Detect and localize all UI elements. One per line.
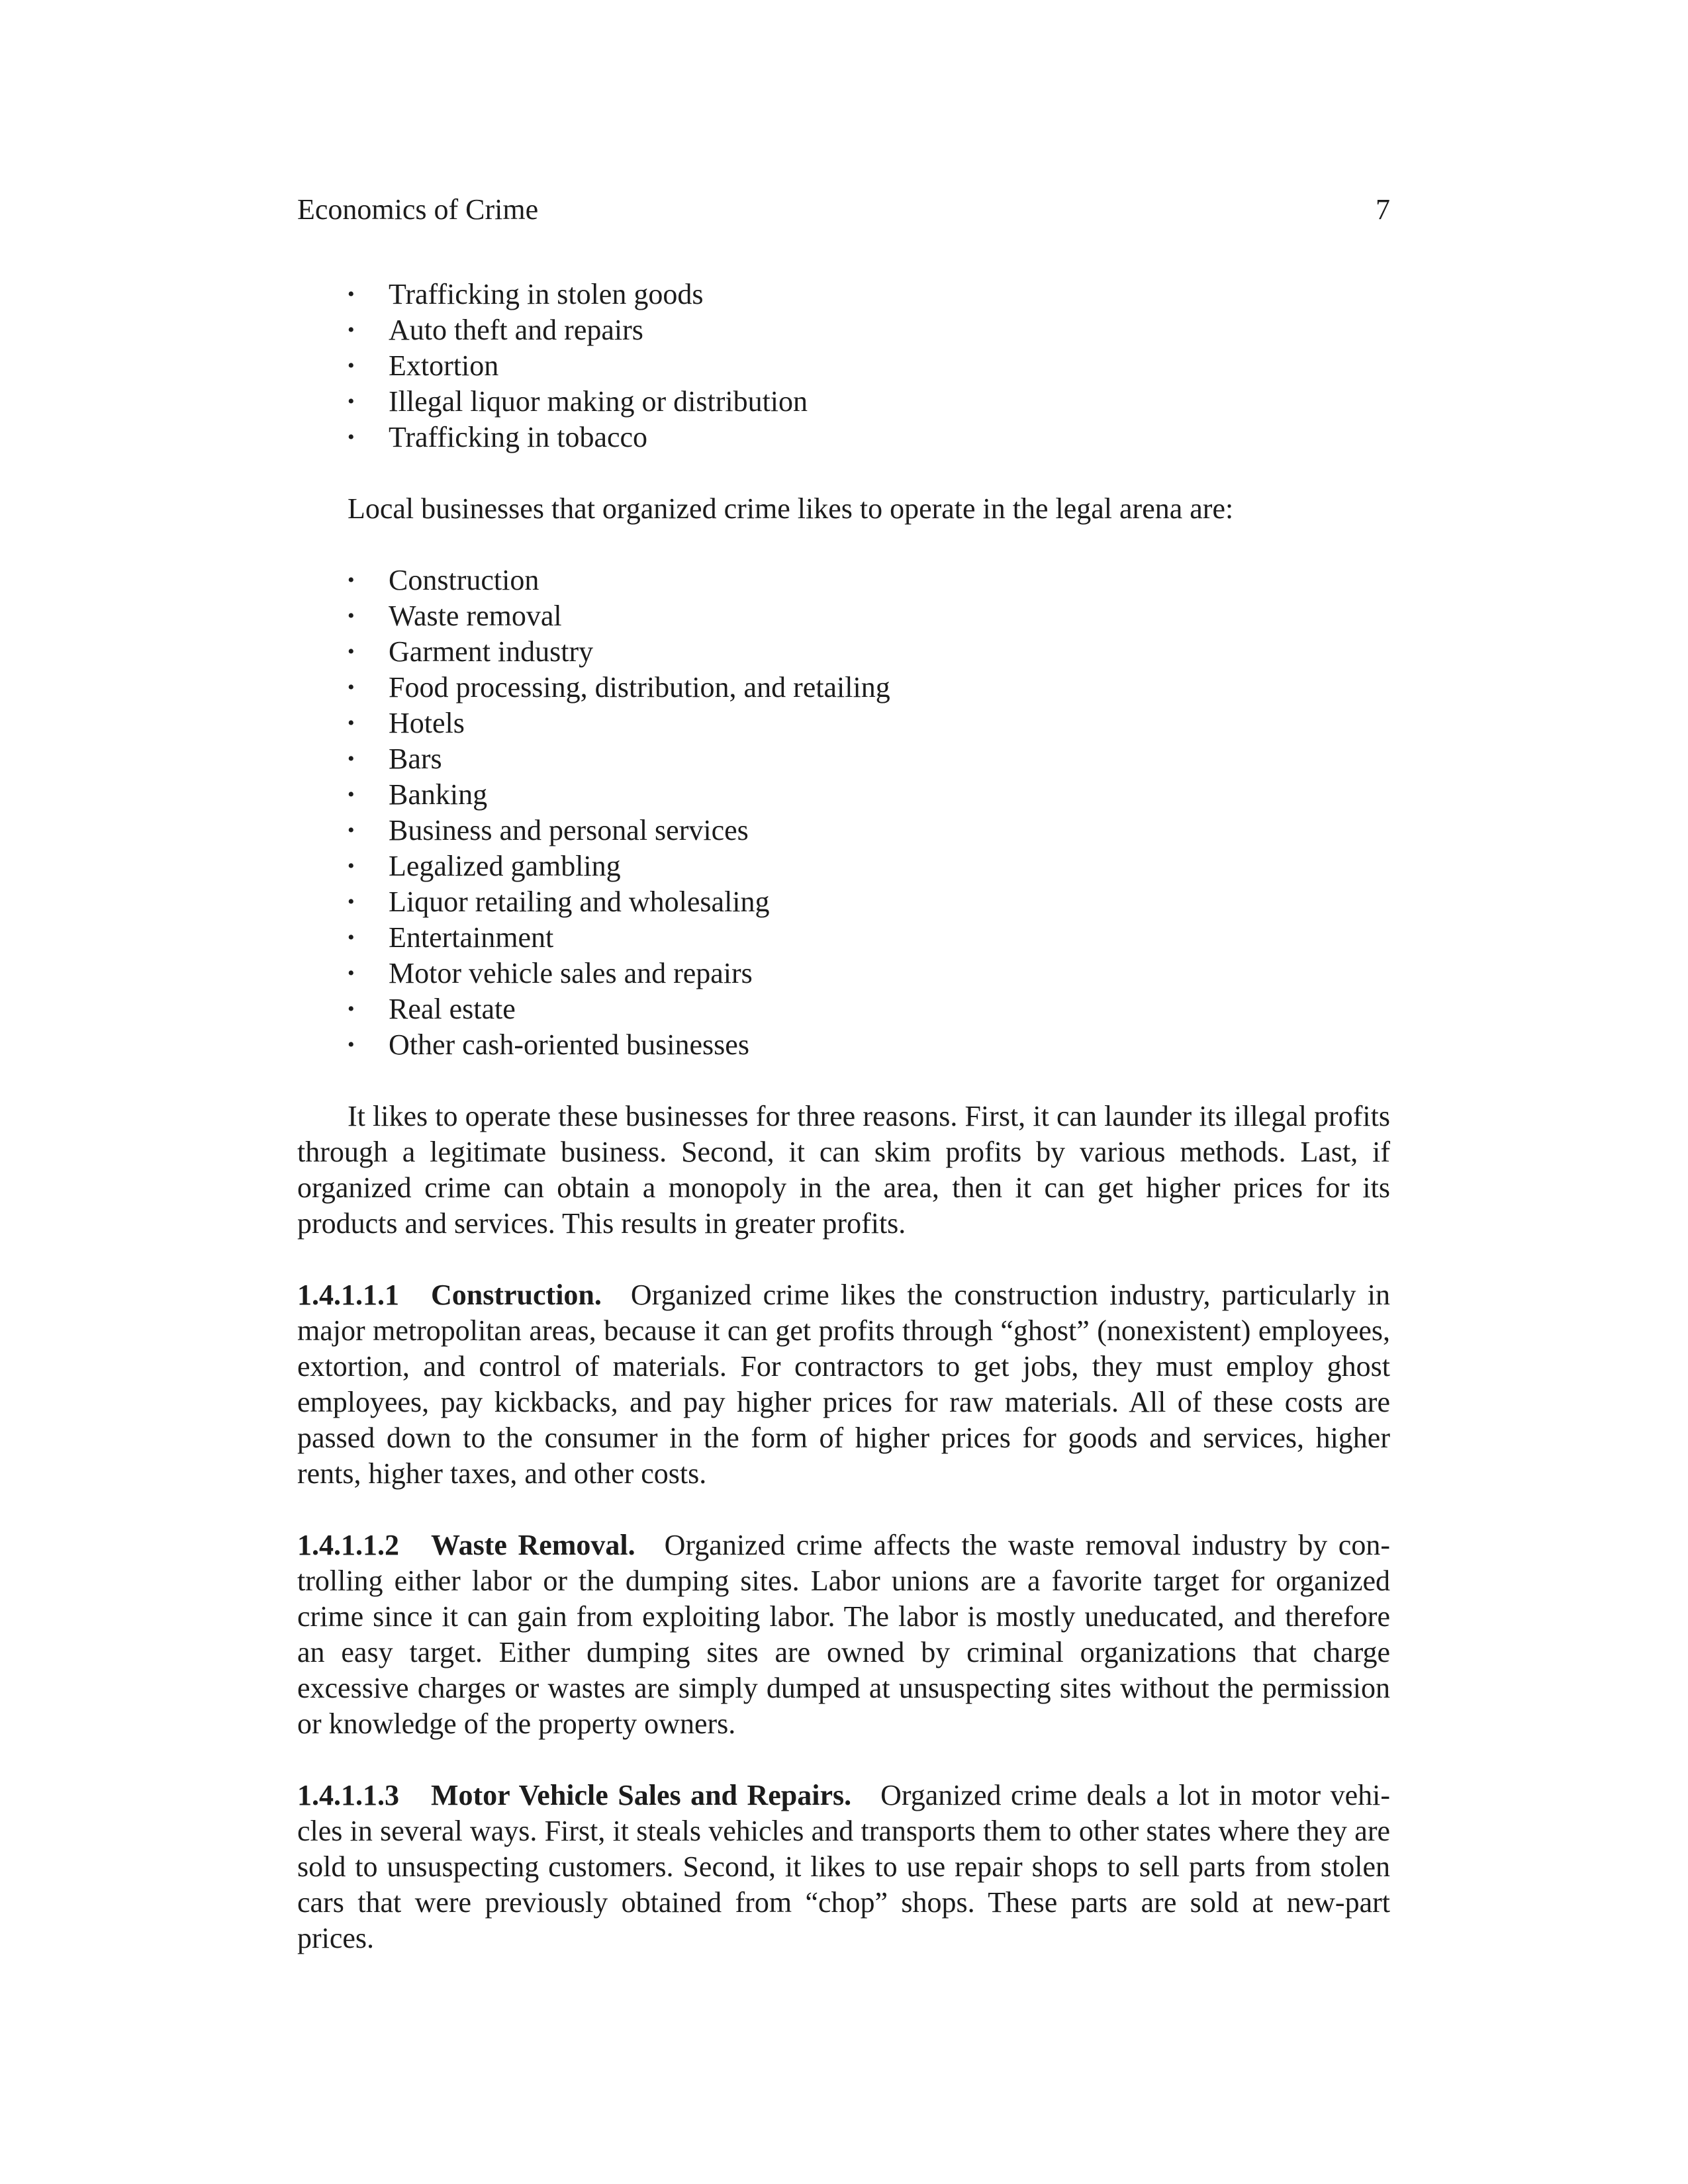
page-number: 7	[1376, 193, 1390, 226]
section-number: 1.4.1.1.2	[297, 1529, 399, 1561]
list-item: • Business and personal services	[348, 813, 1390, 848]
section-waste-removal	[297, 1527, 1390, 1742]
list-item: • Other cash-oriented businesses	[348, 1027, 1390, 1063]
bullet-icon: •	[348, 676, 355, 698]
bullet-icon: •	[348, 712, 355, 734]
bullet-icon: •	[348, 819, 355, 841]
section-body: Organized crime deals a lot in motor vehicles in several ways. First, it steals vehicles and transports them to other states where they are sold to unsuspecting customers. Second, it likes to use repair shops to sell parts from stolen cars that were previously obtained from “chop” shops. These parts are sold at new-part prices.	[297, 1779, 1390, 1954]
section-motor-vehicle	[297, 1778, 1390, 1956]
bullet-icon: •	[348, 569, 355, 591]
list-item: • Trafficking in stolen goods	[348, 277, 1390, 312]
bullet-icon: •	[348, 605, 355, 627]
section-body: Organized crime likes the construction industry, particularly in major metropolitan areas, because it can get profits through “ghost” (nonexistent) employees, extortion, and control of materials. For contractors to get jobs, they must employ ghost employees, pay kickbacks, and pay higher prices for raw materials. All of these costs are passed down to the consumer in the form of higher prices for goods and services, higher rents, higher taxes, and other costs.	[297, 1279, 1390, 1490]
section-title: Waste Removal.	[431, 1529, 635, 1561]
list-item: • Hotels	[348, 705, 1390, 741]
list-item: • Construction	[348, 563, 1390, 598]
bullet-icon: •	[348, 641, 355, 662]
list-item: • Motor vehicle sales and repairs	[348, 956, 1390, 991]
bullet-icon: •	[348, 390, 355, 412]
list-item: • Bars	[348, 741, 1390, 777]
legal-businesses-list	[297, 563, 1390, 1063]
bullet-icon: •	[348, 784, 355, 805]
list-item: • Auto theft and repairs	[348, 312, 1390, 348]
section-title: Construction.	[431, 1279, 602, 1311]
bullet-icon: •	[348, 927, 355, 948]
bullet-icon: •	[348, 748, 355, 770]
section-body: Organized crime affects the waste removal industry by controlling either labor or the dumping sites. Labor unions are a favorite target for organized crime since it can gain from exploiting labor. The labor is mostly uneducated, and therefore an easy target. Either dumping sites are owned by criminal organizations that charge excessive charges or wastes are simply dumped at unsuspecting sites without the permission or knowledge of the property owners.	[297, 1529, 1390, 1740]
section-title: Motor Vehicle Sales and Repairs.	[431, 1779, 852, 1811]
bullet-icon: •	[348, 319, 355, 341]
list-item: • Extortion	[348, 348, 1390, 384]
section-construction	[297, 1277, 1390, 1492]
list-item: • Food processing, distribution, and retailing	[348, 670, 1390, 705]
list-item: • Waste removal	[348, 598, 1390, 634]
list-item: • Entertainment	[348, 920, 1390, 956]
bullet-icon: •	[348, 962, 355, 984]
running-title: Economics of Crime	[297, 193, 539, 226]
bullet-icon: •	[348, 855, 355, 877]
running-head	[297, 192, 1390, 228]
bullet-icon: •	[348, 998, 355, 1020]
list-item: • Trafficking in tobacco	[348, 420, 1390, 455]
reasons-paragraph: It likes to operate these businesses for three reasons. First, it can launder its illegal profits through a legitimate business. Second, it can skim profits by various methods. Last, if organized crime can obtain a monopoly in the area, then it can get higher prices for its products and services. This results in greater profits.	[297, 1100, 1390, 1240]
bullet-icon: •	[348, 283, 355, 305]
list-item: • Illegal liquor making or distribution	[348, 384, 1390, 420]
bullet-icon: •	[348, 426, 355, 448]
book-page	[297, 192, 1390, 1956]
illegal-activities-list	[297, 277, 1390, 455]
bullet-icon: •	[348, 1034, 355, 1056]
list-item: • Banking	[348, 777, 1390, 813]
list-item: • Legalized gambling	[348, 848, 1390, 884]
list-item: • Real estate	[348, 991, 1390, 1027]
bullet-icon: •	[348, 355, 355, 377]
section-number: 1.4.1.1.1	[297, 1279, 399, 1311]
legal-arena-intro: Local businesses that organized crime likes to operate in the legal arena are:	[348, 492, 1234, 525]
bullet-icon: •	[348, 891, 355, 913]
section-number: 1.4.1.1.3	[297, 1779, 399, 1811]
list-item: • Liquor retailing and wholesaling	[348, 884, 1390, 920]
list-item: • Garment industry	[348, 634, 1390, 670]
